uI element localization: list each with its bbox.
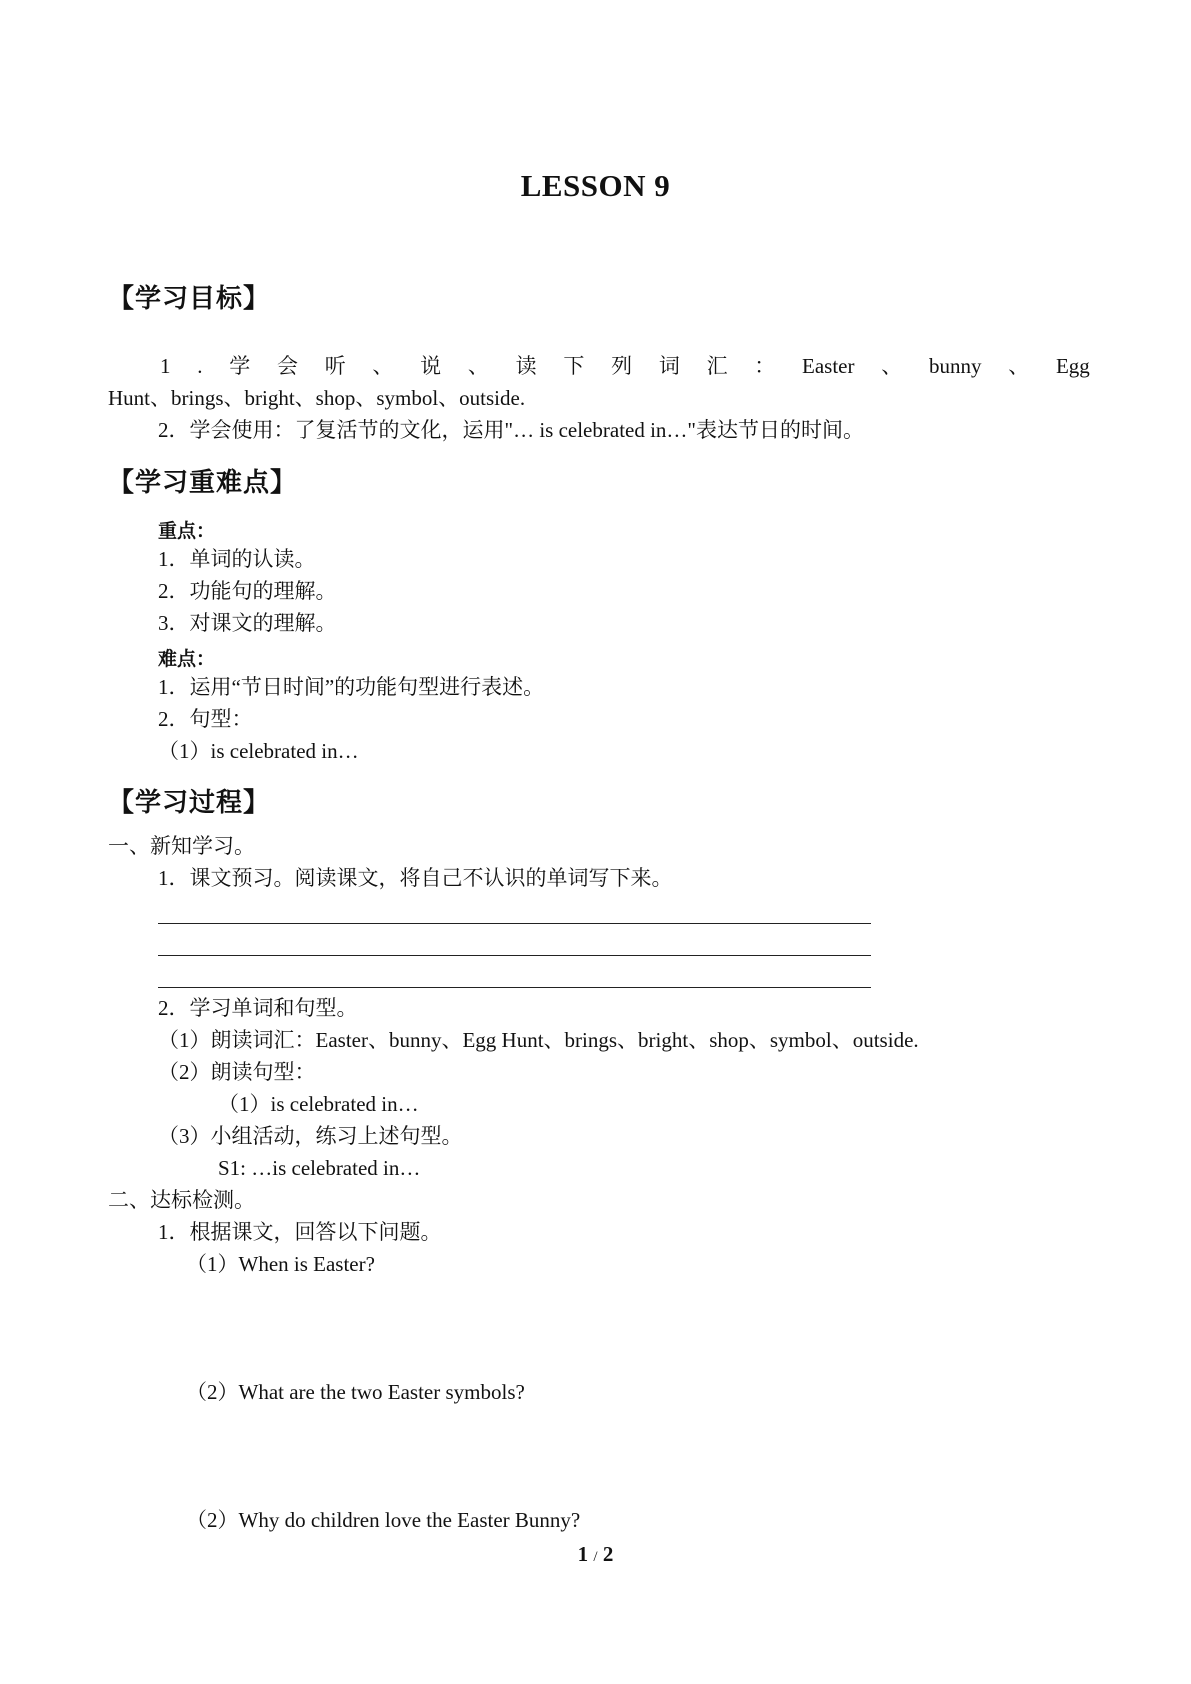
difficult-item: （1）is celebrated in… xyxy=(158,739,359,763)
page-separator: / xyxy=(593,1549,598,1565)
goal-token: 下 xyxy=(563,354,585,378)
difficult-item: 2．句型： xyxy=(158,707,253,731)
key-item: 3．对课文的理解。 xyxy=(158,611,337,635)
page-current: 1 xyxy=(577,1542,589,1566)
goal-token: 、 xyxy=(1008,354,1030,378)
process-item: 1．根据课文，回答以下问题。 xyxy=(158,1220,442,1244)
process-item: 1．课文预习。阅读课文，将自己不认识的单词写下来。 xyxy=(158,866,673,890)
goal-token: 、 xyxy=(372,354,394,378)
key-item: 2．功能句的理解。 xyxy=(158,579,337,603)
goal-token: 词 xyxy=(658,354,680,378)
goal-token: 读 xyxy=(515,354,537,378)
question: （1）When is Easter? xyxy=(186,1252,375,1276)
goal-token: 说 xyxy=(420,354,442,378)
section-heading-key-points: 【学习重难点】 xyxy=(108,468,298,498)
difficult-label: 难点： xyxy=(158,648,216,670)
answer-line[interactable] xyxy=(158,923,871,924)
goal-token: 听 xyxy=(324,354,346,378)
goal-token: 列 xyxy=(611,354,633,378)
process-subitem: （3）小组活动，练习上述句型。 xyxy=(158,1124,463,1148)
goal-token: 、 xyxy=(467,354,489,378)
key-label: 重点： xyxy=(158,520,216,542)
question: （2）Why do children love the Easter Bunny? xyxy=(186,1508,581,1532)
process-item: 2．学习单词和句型。 xyxy=(158,996,358,1020)
goal-token: 、 xyxy=(881,354,903,378)
process-subitem: （1）朗读词汇：Easter、bunny、Egg Hunt、brings、bright、shop、symbol、outside. xyxy=(158,1028,919,1052)
goal-token: Egg xyxy=(1055,354,1090,378)
goal-token: Easter xyxy=(802,354,855,378)
answer-line[interactable] xyxy=(158,955,871,956)
goal-item-1-continued: Hunt、brings、bright、shop、symbol、outside. xyxy=(108,386,526,410)
process-subitem: （2）朗读句型： xyxy=(158,1060,316,1084)
part-title: 二、达标检测。 xyxy=(108,1188,255,1212)
goal-token: 汇 xyxy=(706,354,728,378)
goal-token: 1 xyxy=(160,354,171,378)
goal-token: bunny xyxy=(928,354,982,378)
question: （2）What are the two Easter symbols? xyxy=(186,1380,525,1404)
process-subitem-detail: （1）is celebrated in… xyxy=(218,1092,419,1116)
page-total: 2 xyxy=(602,1542,614,1566)
goal-item-2: 2．学会使用：了复活节的文化，运用"… is celebrated in…"表达节日的时间。 xyxy=(158,418,864,442)
part-title: 一、新知学习。 xyxy=(108,834,255,858)
goal-token: 会 xyxy=(276,354,298,378)
process-subitem-detail: S1: …is celebrated in… xyxy=(218,1156,421,1180)
page-number xyxy=(0,1542,1191,1567)
answer-line[interactable] xyxy=(158,987,871,988)
goal-token: . xyxy=(197,354,203,378)
goal-token: 学 xyxy=(229,354,251,378)
section-heading-process: 【学习过程】 xyxy=(108,788,271,818)
difficult-item: 1．运用“节日时间”的功能句型进行表述。 xyxy=(158,675,545,699)
goal-item-1 xyxy=(160,354,1090,378)
page-title: LESSON 9 xyxy=(520,168,671,203)
goal-token: ： xyxy=(754,354,776,378)
section-heading-goals: 【学习目标】 xyxy=(108,284,271,314)
key-item: 1．单词的认读。 xyxy=(158,547,316,571)
